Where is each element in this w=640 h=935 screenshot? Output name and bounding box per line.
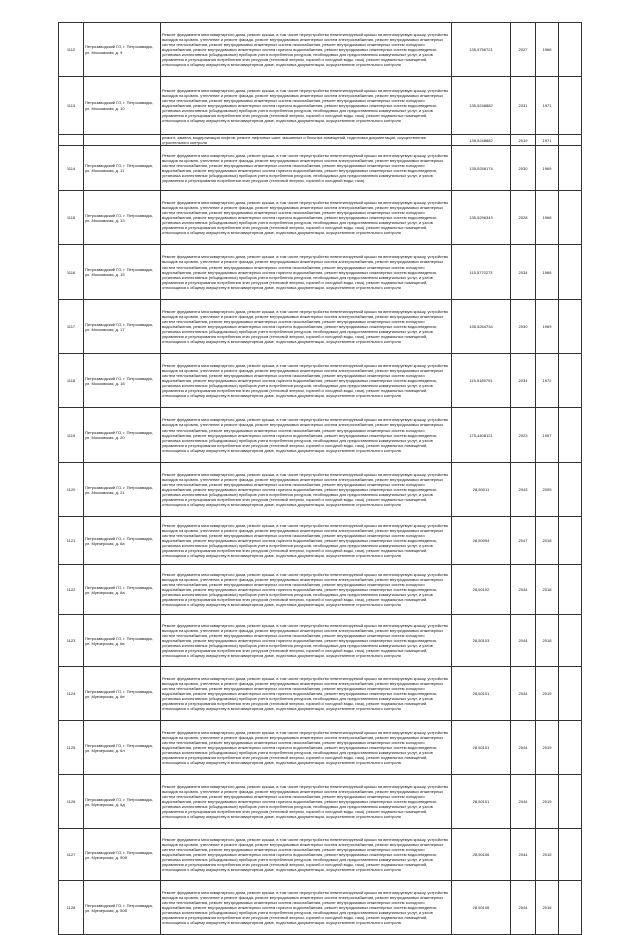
address-cell: Петрозаводский ГО, г. Петрозаводск, ул. Муезерская, д. 6л xyxy=(84,721,161,775)
row-number-cell: 1112 xyxy=(59,23,84,77)
table-row xyxy=(59,721,582,775)
address-cell: Петрозаводский ГО, г. Петрозаводск, ул. Московская, д. 13 xyxy=(84,191,161,245)
planned-year-cell: 2030 xyxy=(511,300,536,354)
table-row xyxy=(59,881,582,935)
table-row xyxy=(59,23,582,77)
empty-cell xyxy=(559,721,582,775)
row-number-cell: 1124 xyxy=(59,667,84,721)
works-description-cell: Ремонт фундамента многоквартирного дома, ремонт крыши, в том числе переустройство невентилируемой крыши на вентилируемую крышу, устройство выходов на кровлю, утепление и ремонт фасада, ремонт внутридомовых инженерных систем электроснабжения, ремонт внутридомовых инженерных систем теплоснабжения, ремонт внутридомовых инженерных систем газоснабжения, ремонт внутридомовых инженерных систем холодного водоснабжения, ремонт внутридомовых инженерных систем горячего водоснабжения, ремонт внутридомовых инженерных систем водоотведения, установка коллективных (общедомовых) приборов учета потребления ресурсов, необходимых для предоставления коммунальных услуг, и узлов управления и регулирования потребления этих ресурсов (тепловой энергии, горячей и холодной воды, газа), ремонт подвальных помещений, относящихся к общему имуществу в многоквартирном доме, подготовка документации, осуществление строительного контроля xyxy=(161,191,452,245)
empty-cell xyxy=(559,245,582,300)
table-row xyxy=(59,463,582,517)
empty-cell xyxy=(559,77,582,135)
table-row xyxy=(59,517,582,565)
empty-cell xyxy=(559,191,582,245)
works-description-cell: Ремонт фундамента многоквартирного дома, ремонт крыши, в том числе переустройство невентилируемой крыши на вентилируемую крышу, устройство выходов на кровлю, утепление и ремонт фасада, ремонт внутридомовых инженерных систем электроснабжения, ремонт внутридомовых инженерных систем теплоснабжения, ремонт внутридомовых инженерных систем газоснабжения, ремонт внутридомовых инженерных систем холодного водоснабжения, ремонт внутридомовых инженерных систем горячего водоснабжения, ремонт внутридомовых инженерных систем водоотведения, установка коллективных (общедомовых) приборов учета потребления ресурсов, необходимых для предоставления коммунальных услуг, и узлов управления и регулирования потребления этих ресурсов (тепловой энергии, горячей и холодной воды, газа), ремонт подвальных помещений, относящихся к общему имуществу в многоквартирном доме, подготовка документации, осуществление строительного контроля xyxy=(161,667,452,721)
build-year-cell: 2018 xyxy=(536,615,559,667)
row-number-cell: 1128 xyxy=(59,881,84,935)
works-description-cell: Ремонт фундамента многоквартирного дома, ремонт крыши, в том числе переустройство невентилируемой крыши на вентилируемую крышу, устройство выходов на кровлю, утепление и ремонт фасада, ремонт внутридомовых инженерных систем электроснабжения, ремонт внутридомовых инженерных систем теплоснабжения, ремонт внутридомовых инженерных систем газоснабжения, ремонт внутридомовых инженерных систем холодного водоснабжения, ремонт внутридомовых инженерных систем горячего водоснабжения, ремонт внутридомовых инженерных систем водоотведения, установка коллективных (общедомовых) приборов учета потребления ресурсов, необходимых для предоставления коммунальных услуг, и узлов управления и регулирования потребления этих ресурсов (тепловой энергии, горячей и холодной воды, газа) xyxy=(161,146,452,191)
cost-value-cell: 175,4408121 xyxy=(452,408,511,463)
table-row xyxy=(59,667,582,721)
planned-year-cell: 2023 xyxy=(511,408,536,463)
planned-year-cell: 2044 xyxy=(511,881,536,935)
build-year-cell: 2015 xyxy=(536,829,559,881)
build-year-cell: 1957 xyxy=(536,408,559,463)
empty-cell xyxy=(559,829,582,881)
cost-value-cell: 115,5189791 xyxy=(452,354,511,408)
address-cell xyxy=(84,135,161,146)
works-description-cell: Ремонт фундамента многоквартирного дома, ремонт крыши, в том числе переустройство невентилируемой крыши на вентилируемую крышу, устройство выходов на кровлю, утепление и ремонт фасада, ремонт внутридомовых инженерных систем электроснабжения, ремонт внутридомовых инженерных систем теплоснабжения, ремонт внутридомовых инженерных систем газоснабжения, ремонт внутридомовых инженерных систем холодного водоснабжения, ремонт внутридомовых инженерных систем горячего водоснабжения, ремонт внутридомовых инженерных систем водоотведения, установка коллективных (общедомовых) приборов учета потребления ресурсов, необходимых для предоставления коммунальных услуг, и узлов управления и регулирования потребления этих ресурсов (тепловой энергии, горячей и холодной воды, газа), ремонт подвальных помещений, относящихся к общему имуществу в многоквартирном доме, подготовка документации, осуществление строительного контроля xyxy=(161,245,452,300)
row-number-cell: 1121 xyxy=(59,517,84,565)
address-cell: Петрозаводский ГО, г. Петрозаводск, ул. Муезерская, д. 6а xyxy=(84,517,161,565)
address-cell: Петрозаводский ГО, г. Петрозаводск, ул. Муезерская, д. 6е xyxy=(84,667,161,721)
cost-value-cell: 28,50106 xyxy=(452,829,511,881)
build-year-cell: 1966 xyxy=(536,23,559,77)
row-number-cell: 1113 xyxy=(59,77,84,135)
works-description-cell: Ремонт фундамента многоквартирного дома, ремонт крыши, в том числе переустройство невентилируемой крыши на вентилируемую крышу, устройство выходов на кровлю, утепление и ремонт фасада, ремонт внутридомовых инженерных систем электроснабжения, ремонт внутридомовых инженерных систем теплоснабжения, ремонт внутридомовых инженерных систем газоснабжения, ремонт внутридомовых инженерных систем холодного водоснабжения, ремонт внутридомовых инженерных систем горячего водоснабжения, ремонт внутридомовых инженерных систем водоотведения, установка коллективных (общедомовых) приборов учета потребления ресурсов, необходимых для предоставления коммунальных услуг, и узлов управления и регулирования потребления этих ресурсов (тепловой энергии, горячей и холодной воды, газа), ремонт подвальных помещений, относящихся к общему имуществу в многоквартирном доме, подготовка документации, осуществление строительного контроля xyxy=(161,23,452,77)
table-row xyxy=(59,615,582,667)
empty-cell xyxy=(559,354,582,408)
row-number-cell: 1120 xyxy=(59,463,84,517)
build-year-cell: 2019 xyxy=(536,775,559,829)
build-year-cell: 2019 xyxy=(536,721,559,775)
table-row xyxy=(59,408,582,463)
empty-cell xyxy=(559,565,582,615)
empty-cell xyxy=(559,146,582,191)
cost-value-cell: 135,5264734 xyxy=(452,300,511,354)
empty-cell xyxy=(559,667,582,721)
address-cell: Петрозаводский ГО, г. Петрозаводск, ул. Московская, д. 18 xyxy=(84,354,161,408)
cost-value-cell: 28,50011 xyxy=(452,463,511,517)
works-description-cell: Ремонт фундамента многоквартирного дома, ремонт крыши, в том числе переустройство невентилируемой крыши на вентилируемую крышу, устройство выходов на кровлю, утепление и ремонт фасада, ремонт внутридомовых инженерных систем электроснабжения, ремонт внутридомовых инженерных систем теплоснабжения, ремонт внутридомовых инженерных систем газоснабжения, ремонт внутридомовых инженерных систем холодного водоснабжения, ремонт внутридомовых инженерных систем горячего водоснабжения, ремонт внутридомовых инженерных систем водоотведения, установка коллективных (общедомовых) приборов учета потребления ресурсов, необходимых для предоставления коммунальных услуг, и узлов управления и регулирования потребления этих ресурсов (тепловой энергии, горячей и холодной воды, газа), ремонт подвальных помещений, относящихся к общему имуществу в многоквартирном доме, подготовка документации, осуществление строительного контроля xyxy=(161,881,452,935)
table-row xyxy=(59,191,582,245)
empty-cell xyxy=(559,408,582,463)
empty-cell xyxy=(559,463,582,517)
address-cell: Петрозаводский ГО, г. Петрозаводск, ул. Московская, д. 11 xyxy=(84,146,161,191)
works-description-cell: ремонт, замена, модернизация лифтов, ремонт лифтовых шахт, машинных и блочных помещений, подготовка документации, осуществление строительного контроля xyxy=(161,135,452,146)
row-number-cell: 1127 xyxy=(59,829,84,881)
table-row xyxy=(59,146,582,191)
table-row xyxy=(59,354,582,408)
row-number-cell: 1115 xyxy=(59,191,84,245)
address-cell: Петрозаводский ГО, г. Петрозаводск, ул. Московская, д. 15 xyxy=(84,245,161,300)
cost-value-cell: 28,50101 xyxy=(452,775,511,829)
works-description-cell: Ремонт фундамента многоквартирного дома, ремонт крыши, в том числе переустройство невентилируемой крыши на вентилируемую крышу, устройство выходов на кровлю, утепление и ремонт фасада, ремонт внутридомовых инженерных систем электроснабжения, ремонт внутридомовых инженерных систем теплоснабжения, ремонт внутридомовых инженерных систем газоснабжения, ремонт внутридомовых инженерных систем холодного водоснабжения, ремонт внутридомовых инженерных систем горячего водоснабжения, ремонт внутридомовых инженерных систем водоотведения, установка коллективных (общедомовых) приборов учета потребления ресурсов, необходимых для предоставления коммунальных услуг, и узлов управления и регулирования потребления этих ресурсов (тепловой энергии, горячей и холодной воды, газа), ремонт подвальных помещений, относящихся к общему имуществу в многоквартирном доме, подготовка документации, осуществление строительного контроля xyxy=(161,721,452,775)
works-description-cell: Ремонт фундамента многоквартирного дома, ремонт крыши, в том числе переустройство невентилируемой крыши на вентилируемую крышу, устройство выходов на кровлю, утепление и ремонт фасада, ремонт внутридомовых инженерных систем электроснабжения, ремонт внутридомовых инженерных систем теплоснабжения, ремонт внутридомовых инженерных систем газоснабжения, ремонт внутридомовых инженерных систем холодного водоснабжения, ремонт внутридомовых инженерных систем горячего водоснабжения, ремонт внутридомовых инженерных систем водоотведения, установка коллективных (общедомовых) приборов учета потребления ресурсов, необходимых для предоставления коммунальных услуг, и узлов управления и регулирования потребления этих ресурсов (тепловой энергии, горячей и холодной воды, газа), ремонт подвальных помещений, относящихся к общему имуществу в многоквартирном доме, подготовка документации, осуществление строительного контроля xyxy=(161,463,452,517)
build-year-cell: 1971 xyxy=(536,77,559,135)
capital-repair-program-table xyxy=(58,22,582,935)
build-year-cell: 1966 xyxy=(536,245,559,300)
address-cell: Петрозаводский ГО, г. Петрозаводск, ул. Муезерская, д. 6в xyxy=(84,615,161,667)
build-year-cell: 2005 xyxy=(536,463,559,517)
address-cell: Петрозаводский ГО, г. Петрозаводск, ул. Московская, д. 10 xyxy=(84,77,161,135)
build-year-cell: 1969 xyxy=(536,146,559,191)
build-year-cell: 2018 xyxy=(536,517,559,565)
build-year-cell: 2019 xyxy=(536,667,559,721)
cost-value-cell: 135,5258174 xyxy=(452,146,511,191)
planned-year-cell: 2034 xyxy=(511,354,536,408)
empty-cell xyxy=(559,615,582,667)
planned-year-cell: 2034 xyxy=(511,245,536,300)
planned-year-cell: 2044 xyxy=(511,775,536,829)
table-row xyxy=(59,565,582,615)
works-description-cell: Ремонт фундамента многоквартирного дома, ремонт крыши, в том числе переустройство невентилируемой крыши на вентилируемую крышу, устройство выходов на кровлю, утепление и ремонт фасада, ремонт внутридомовых инженерных систем электроснабжения, ремонт внутридомовых инженерных систем теплоснабжения, ремонт внутридомовых инженерных систем газоснабжения, ремонт внутридомовых инженерных систем холодного водоснабжения, ремонт внутридомовых инженерных систем горячего водоснабжения, ремонт внутридомовых инженерных систем водоотведения, установка коллективных (общедомовых) приборов учета потребления ресурсов, необходимых для предоставления коммунальных услуг, и узлов управления и регулирования потребления этих ресурсов (тепловой энергии, горячей и холодной воды, газа), ремонт подвальных помещений, относящихся к общему имуществу в многоквартирном доме, подготовка документации, осуществление строительного контроля xyxy=(161,408,452,463)
cost-value-cell: 28,50094 xyxy=(452,517,511,565)
cost-value-cell: 115,5770273 xyxy=(452,245,511,300)
cost-value-cell: 28,50103 xyxy=(452,615,511,667)
planned-year-cell: 2043 xyxy=(511,463,536,517)
build-year-cell: 2016 xyxy=(536,881,559,935)
address-cell: Петрозаводский ГО, г. Петрозаводск, ул. Московская, д. 21 xyxy=(84,463,161,517)
row-number-cell: 1119 xyxy=(59,408,84,463)
empty-cell xyxy=(559,775,582,829)
empty-cell xyxy=(559,135,582,146)
table-body xyxy=(59,23,582,935)
planned-year-cell: 2044 xyxy=(511,667,536,721)
planned-year-cell: 2031 xyxy=(511,77,536,135)
works-description-cell: Ремонт фундамента многоквартирного дома, ремонт крыши, в том числе переустройство невентилируемой крыши на вентилируемую крышу, устройство выходов на кровлю, утепление и ремонт фасада, ремонт внутридомовых инженерных систем электроснабжения, ремонт внутридомовых инженерных систем теплоснабжения, ремонт внутридомовых инженерных систем газоснабжения, ремонт внутридомовых инженерных систем холодного водоснабжения, ремонт внутридомовых инженерных систем горячего водоснабжения, ремонт внутридомовых инженерных систем водоотведения, установка коллективных (общедомовых) приборов учета потребления ресурсов, необходимых для предоставления коммунальных услуг, и узлов управления и регулирования потребления этих ресурсов (тепловой энергии, горячей и холодной воды, газа), ремонт подвальных помещений, относящихся к общему имуществу в многоквартирном доме, подготовка документации, осуществление строительного контроля xyxy=(161,77,452,135)
row-number-cell: 1125 xyxy=(59,721,84,775)
works-description-cell: Ремонт фундамента многоквартирного дома, ремонт крыши, в том числе переустройство невентилируемой крыши на вентилируемую крышу, устройство выходов на кровлю, утепление и ремонт фасада, ремонт внутридомовых инженерных систем электроснабжения, ремонт внутридомовых инженерных систем теплоснабжения, ремонт внутридомовых инженерных систем газоснабжения, ремонт внутридомовых инженерных систем холодного водоснабжения, ремонт внутридомовых инженерных систем горячего водоснабжения, ремонт внутридомовых инженерных систем водоотведения, установка коллективных (общедомовых) приборов учета потребления ресурсов, необходимых для предоставления коммунальных услуг, и узлов управления и регулирования потребления этих ресурсов (тепловой энергии, горячей и холодной воды, газа), ремонт подвальных помещений, относящихся к общему имуществу в многоквартирном доме, подготовка документации, осуществление строительного контроля xyxy=(161,829,452,881)
row-number-cell xyxy=(59,135,84,146)
address-cell: Петрозаводский ГО, г. Петрозаводск, ул. Муезерская, д. 50б xyxy=(84,829,161,881)
row-number-cell: 1117 xyxy=(59,300,84,354)
cost-value-cell: 135,5248882 xyxy=(452,77,511,135)
row-number-cell: 1123 xyxy=(59,615,84,667)
works-description-cell: Ремонт фундамента многоквартирного дома, ремонт крыши, в том числе переустройство невентилируемой крыши на вентилируемую крышу, устройство выходов на кровлю, утепление и ремонт фасада, ремонт внутридомовых инженерных систем электроснабжения, ремонт внутридомовых инженерных систем теплоснабжения, ремонт внутридомовых инженерных систем газоснабжения, ремонт внутридомовых инженерных систем холодного водоснабжения, ремонт внутридомовых инженерных систем горячего водоснабжения, ремонт внутридомовых инженерных систем водоотведения, установка коллективных (общедомовых) приборов учета потребления ресурсов, необходимых для предоставления коммунальных услуг, и узлов управления и регулирования потребления этих ресурсов (тепловой энергии, горячей и холодной воды, газа), ремонт подвальных помещений, относящихся к общему имуществу в многоквартирном доме, подготовка документации, осуществление строительного контроля xyxy=(161,517,452,565)
row-number-cell: 1116 xyxy=(59,245,84,300)
empty-cell xyxy=(559,300,582,354)
planned-year-cell: 2027 xyxy=(511,23,536,77)
table-row xyxy=(59,77,582,135)
table-row xyxy=(59,829,582,881)
cost-value-cell: 135,5296343 xyxy=(452,191,511,245)
empty-cell xyxy=(559,517,582,565)
build-year-cell: 1971 xyxy=(536,135,559,146)
table-row xyxy=(59,775,582,829)
address-cell: Петрозаводский ГО, г. Петрозаводск, ул. Муезерская, д. 6д xyxy=(84,775,161,829)
works-description-cell: Ремонт фундамента многоквартирного дома, ремонт крыши, в том числе переустройство невентилируемой крыши на вентилируемую крышу, устройство выходов на кровлю, утепление и ремонт фасада, ремонт внутридомовых инженерных систем электроснабжения, ремонт внутридомовых инженерных систем теплоснабжения, ремонт внутридомовых инженерных систем газоснабжения, ремонт внутридомовых инженерных систем холодного водоснабжения, ремонт внутридомовых инженерных систем горячего водоснабжения, ремонт внутридомовых инженерных систем водоотведения, установка коллективных (общедомовых) приборов учета потребления ресурсов, необходимых для предоставления коммунальных услуг, и узлов управления и регулирования потребления этих ресурсов (тепловой энергии, горячей и холодной воды, газа), ремонт подвальных помещений, относящихся к общему имуществу в многоквартирном доме, подготовка документации, осуществление строительного контроля xyxy=(161,615,452,667)
build-year-cell: 1968 xyxy=(536,191,559,245)
address-cell: Петрозаводский ГО, г. Петрозаводск, ул. Московская, д. 9 xyxy=(84,23,161,77)
planned-year-cell: 2044 xyxy=(511,615,536,667)
cost-value-cell: 28,50106 xyxy=(452,881,511,935)
planned-year-cell: 2047 xyxy=(511,517,536,565)
planned-year-cell: 2019 xyxy=(511,135,536,146)
cost-value-cell: 28,50101 xyxy=(452,721,511,775)
address-cell: Петрозаводский ГО, г. Петрозаводск, ул. Московская, д. 17 xyxy=(84,300,161,354)
cost-value-cell: 28,50101 xyxy=(452,667,511,721)
planned-year-cell: 2030 xyxy=(511,146,536,191)
address-cell: Петрозаводский ГО, г. Петрозаводск, ул. Муезерская, д. 6а xyxy=(84,565,161,615)
cost-value-cell: 135,5248882 xyxy=(452,135,511,146)
table-row xyxy=(59,300,582,354)
works-description-cell: Ремонт фундамента многоквартирного дома, ремонт крыши, в том числе переустройство невентилируемой крыши на вентилируемую крышу, устройство выходов на кровлю, утепление и ремонт фасада, ремонт внутридомовых инженерных систем электроснабжения, ремонт внутридомовых инженерных систем теплоснабжения, ремонт внутридомовых инженерных систем газоснабжения, ремонт внутридомовых инженерных систем холодного водоснабжения, ремонт внутридомовых инженерных систем горячего водоснабжения, ремонт внутридомовых инженерных систем водоотведения, установка коллективных (общедомовых) приборов учета потребления ресурсов, необходимых для предоставления коммунальных услуг, и узлов управления и регулирования потребления этих ресурсов (тепловой энергии, горячей и холодной воды, газа), ремонт подвальных помещений, относящихся к общему имуществу в многоквартирном доме, подготовка документации, осуществление строительного контроля xyxy=(161,354,452,408)
planned-year-cell: 2044 xyxy=(511,565,536,615)
row-number-cell: 1126 xyxy=(59,775,84,829)
works-description-cell: Ремонт фундамента многоквартирного дома, ремонт крыши, в том числе переустройство невентилируемой крыши на вентилируемую крышу, устройство выходов на кровлю, утепление и ремонт фасада, ремонт внутридомовых инженерных систем электроснабжения, ремонт внутридомовых инженерных систем теплоснабжения, ремонт внутридомовых инженерных систем газоснабжения, ремонт внутридомовых инженерных систем холодного водоснабжения, ремонт внутридомовых инженерных систем горячего водоснабжения, ремонт внутридомовых инженерных систем водоотведения, установка коллективных (общедомовых) приборов учета потребления ресурсов, необходимых для предоставления коммунальных услуг, и узлов управления и регулирования потребления этих ресурсов (тепловой энергии, горячей и холодной воды, газа), ремонт подвальных помещений, относящихся к общему имуществу в многоквартирном доме, подготовка документации, осуществление строительного контроля xyxy=(161,300,452,354)
row-number-cell: 1122 xyxy=(59,565,84,615)
address-cell: Петрозаводский ГО, г. Петрозаводск, ул. Московская, д. 20 xyxy=(84,408,161,463)
build-year-cell: 2018 xyxy=(536,565,559,615)
address-cell: Петрозаводский ГО, г. Петрозаводск, ул. Муезерская, д. 50б xyxy=(84,881,161,935)
planned-year-cell: 2044 xyxy=(511,721,536,775)
empty-cell xyxy=(559,881,582,935)
empty-cell xyxy=(559,23,582,77)
planned-year-cell: 2044 xyxy=(511,829,536,881)
table-row xyxy=(59,245,582,300)
row-number-cell: 1114 xyxy=(59,146,84,191)
works-description-cell: Ремонт фундамента многоквартирного дома, ремонт крыши, в том числе переустройство невентилируемой крыши на вентилируемую крышу, устройство выходов на кровлю, утепление и ремонт фасада, ремонт внутридомовых инженерных систем электроснабжения, ремонт внутридомовых инженерных систем теплоснабжения, ремонт внутридомовых инженерных систем газоснабжения, ремонт внутридомовых инженерных систем холодного водоснабжения, ремонт внутридомовых инженерных систем горячего водоснабжения, ремонт внутридомовых инженерных систем водоотведения, установка коллективных (общедомовых) приборов учета потребления ресурсов, необходимых для предоставления коммунальных услуг, и узлов управления и регулирования потребления этих ресурсов (тепловой энергии, горячей и холодной воды, газа), ремонт подвальных помещений, относящихся к общему имуществу в многоквартирном доме, подготовка документации, осуществление строительного контроля xyxy=(161,565,452,615)
cost-value-cell: 28,50102 xyxy=(452,565,511,615)
works-description-cell: Ремонт фундамента многоквартирного дома, ремонт крыши, в том числе переустройство невентилируемой крыши на вентилируемую крышу, устройство выходов на кровлю, утепление и ремонт фасада, ремонт внутридомовых инженерных систем электроснабжения, ремонт внутридомовых инженерных систем теплоснабжения, ремонт внутридомовых инженерных систем газоснабжения, ремонт внутридомовых инженерных систем холодного водоснабжения, ремонт внутридомовых инженерных систем горячего водоснабжения, ремонт внутридомовых инженерных систем водоотведения, установка коллективных (общедомовых) приборов учета потребления ресурсов, необходимых для предоставления коммунальных услуг, и узлов управления и регулирования потребления этих ресурсов (тепловой энергии, горячей и холодной воды, газа), ремонт подвальных помещений, относящихся к общему имуществу в многоквартирном доме, подготовка документации, осуществление строительного контроля xyxy=(161,775,452,829)
cost-value-cell: 135,5756721 xyxy=(452,23,511,77)
row-number-cell: 1118 xyxy=(59,354,84,408)
build-year-cell: 1969 xyxy=(536,300,559,354)
planned-year-cell: 2028 xyxy=(511,191,536,245)
table-row xyxy=(59,135,582,146)
build-year-cell: 1972 xyxy=(536,354,559,408)
